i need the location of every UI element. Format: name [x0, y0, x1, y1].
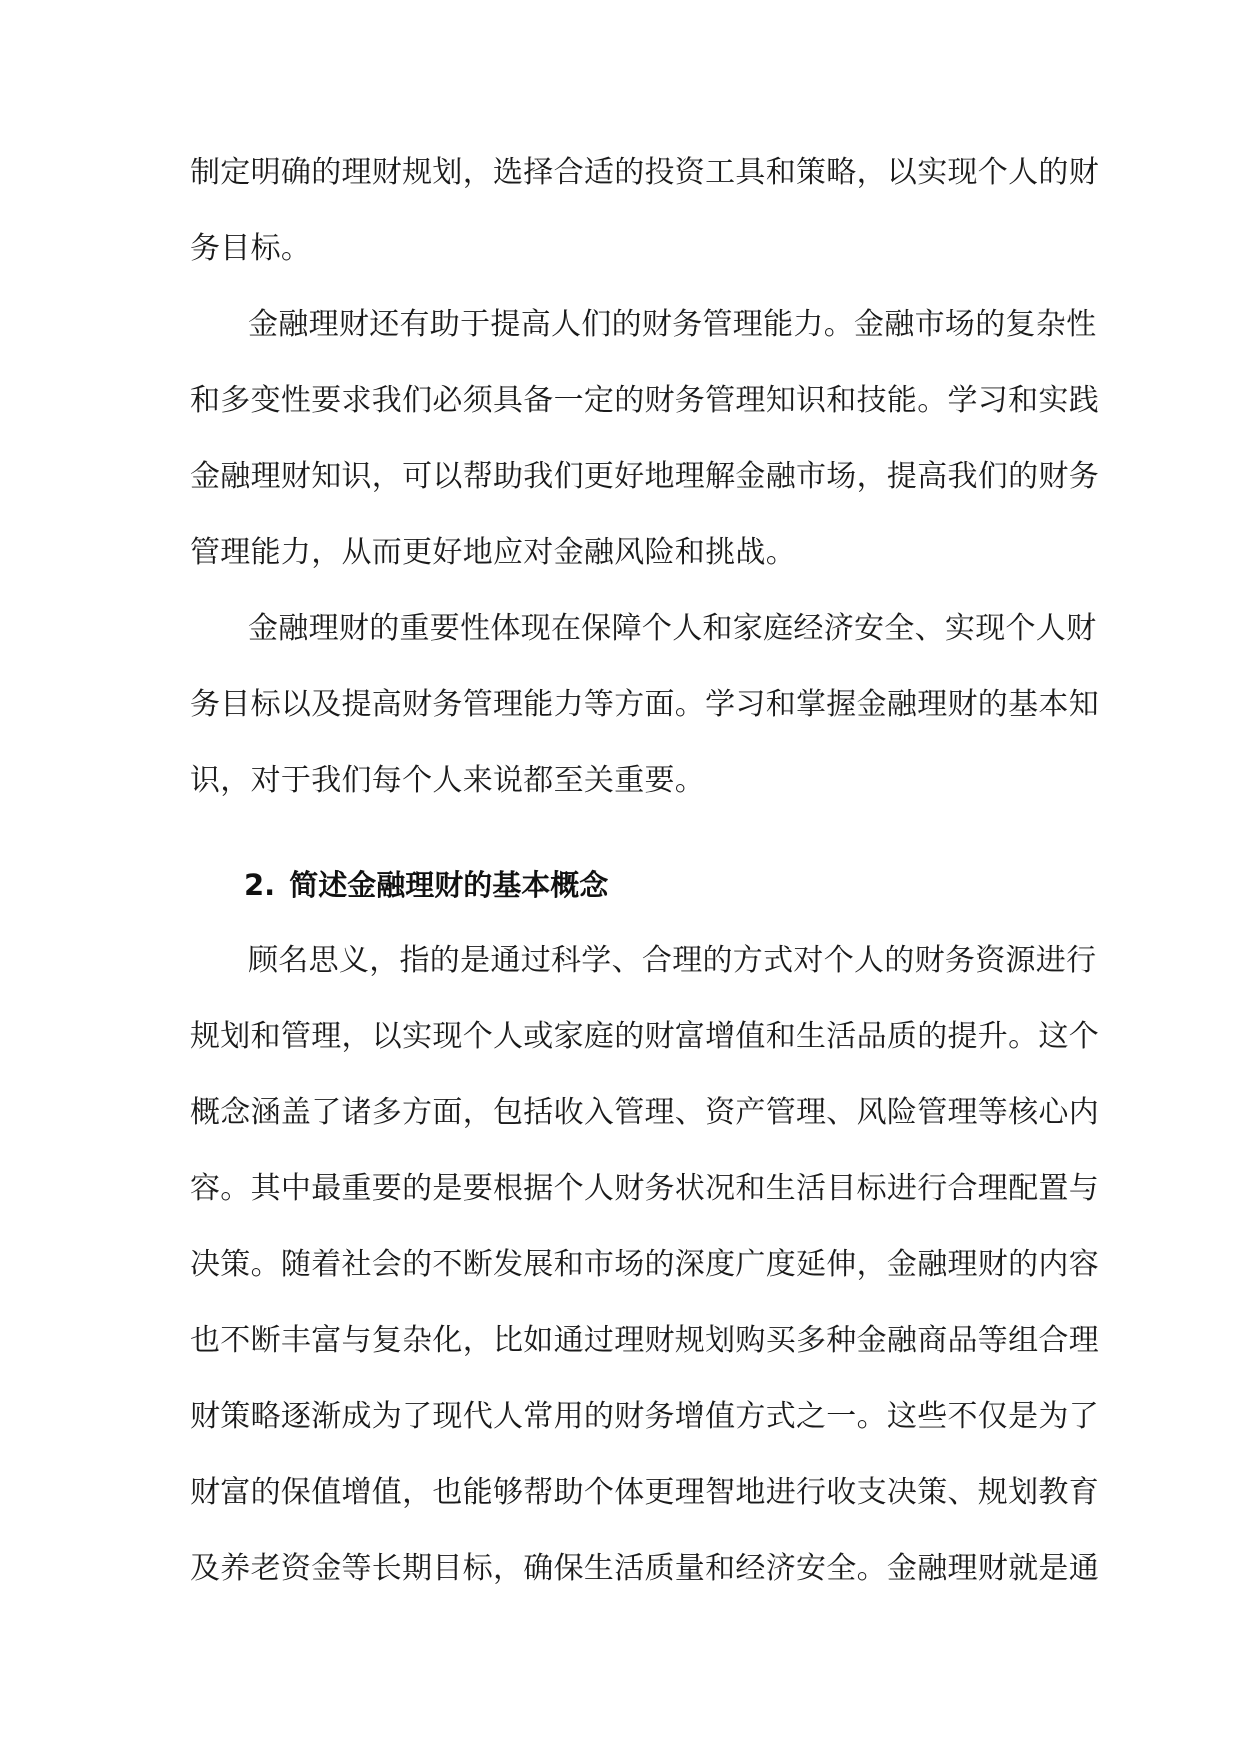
text-line: 和多变性要求我们必须具备一定的财务管理知识和技能。学习和实践 — [190, 383, 1099, 418]
text-line: 容。其中最重要的是要根据个人财务状况和生活目标进行合理配置与 — [190, 1171, 1099, 1206]
text-line: 财策略逐渐成为了现代人常用的财务增值方式之一。这些不仅是为了 — [190, 1399, 1099, 1434]
text-line: 识，对于我们每个人来说都至关重要。 — [190, 763, 706, 798]
text-line: 及养老资金等长期目标，确保生活质量和经济安全。金融理财就是通 — [190, 1551, 1099, 1586]
text-line: 规划和管理，以实现个人或家庭的财富增值和生活品质的提升。这个 — [190, 1019, 1099, 1054]
text-line: 务目标以及提高财务管理能力等方面。学习和掌握金融理财的基本知 — [190, 687, 1099, 722]
text-line: 务目标。 — [190, 231, 312, 266]
text-line: 金融理财的重要性体现在保障个人和家庭经济安全、实现个人财 — [248, 611, 1097, 646]
text-line: 制定明确的理财规划，选择合适的投资工具和策略，以实现个人的财 — [190, 155, 1099, 190]
text-line: 金融理财还有助于提高人们的财务管理能力。金融市场的复杂性 — [248, 307, 1097, 342]
text-line: 管理能力，从而更好地应对金融风险和挑战。 — [190, 535, 796, 570]
text-line: 顾名思义，指的是通过科学、合理的方式对个人的财务资源进行 — [248, 943, 1097, 978]
section-title: 简述金融理财的基本概念 — [289, 868, 609, 902]
section-heading — [244, 860, 608, 910]
text-line: 决策。随着社会的不断发展和市场的深度广度延伸，金融理财的内容 — [190, 1247, 1099, 1282]
text-line: 也不断丰富与复杂化，比如通过理财规划购买多种金融商品等组合理 — [190, 1323, 1099, 1358]
section-number: 2. — [244, 868, 276, 902]
text-line: 金融理财知识，可以帮助我们更好地理解金融市场，提高我们的财务 — [190, 459, 1099, 494]
text-line: 财富的保值增值，也能够帮助个体更理智地进行收支决策、规划教育 — [190, 1475, 1099, 1510]
text-line: 概念涵盖了诸多方面，包括收入管理、资产管理、风险管理等核心内 — [190, 1095, 1099, 1130]
